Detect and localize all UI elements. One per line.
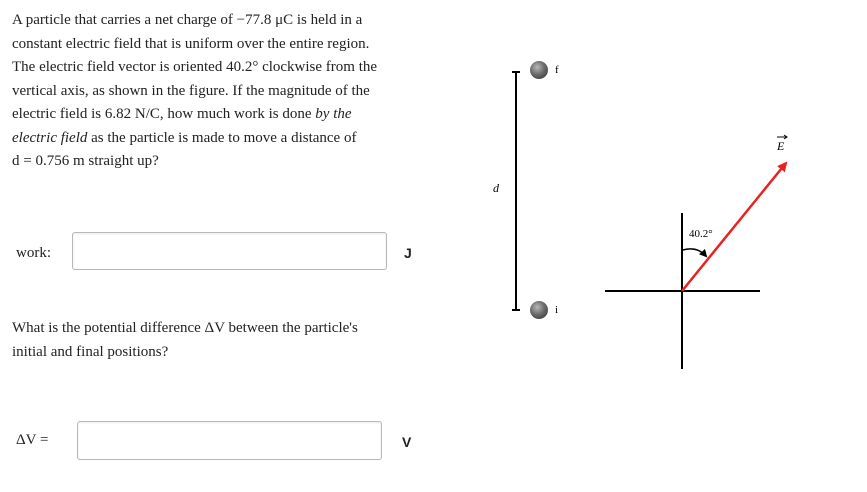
electric-field-arrow: [682, 163, 786, 291]
angle-label: 40.2°: [689, 228, 713, 240]
particle-final: [530, 61, 548, 79]
final-label: f: [555, 64, 559, 76]
deltav-label: ΔV =: [16, 432, 49, 448]
question-2-line-1: What is the potential difference ΔV between the particle's: [12, 320, 358, 336]
field-vector-label: [776, 135, 787, 153]
problem-line-4: vertical axis, as shown in the figure. If the magnitude of the: [12, 82, 370, 99]
field-label: E: [777, 139, 785, 153]
problem-line-5-text: electric field is 6.82 N/C, how much work is done: [12, 106, 316, 122]
problem-line-6-italic: electric field: [12, 129, 88, 146]
problem-line-7: d = 0.756 m straight up?: [12, 153, 159, 169]
particle-initial: [530, 301, 548, 319]
distance-bracket: [512, 72, 520, 310]
deltav-unit: V: [402, 434, 412, 450]
problem-line-2: constant electric field that is uniform over the entire region.: [12, 35, 370, 52]
problem-line-1: A particle that carries a net charge of −77.8 μC is held in a: [12, 12, 363, 28]
initial-label: i: [555, 304, 559, 316]
question-2-line-2: initial and final positions?: [12, 344, 169, 360]
work-label: work:: [16, 245, 51, 261]
distance-label: d: [493, 181, 499, 195]
problem-line-5-italic: by the: [315, 106, 352, 122]
problem-line-6-text: as the particle is made to move a distance of: [87, 129, 357, 146]
angle-arc-icon: [683, 249, 706, 256]
problem-line-3: The electric field vector is oriented 40.2° clockwise from the: [12, 59, 378, 75]
work-unit: J: [404, 245, 412, 261]
